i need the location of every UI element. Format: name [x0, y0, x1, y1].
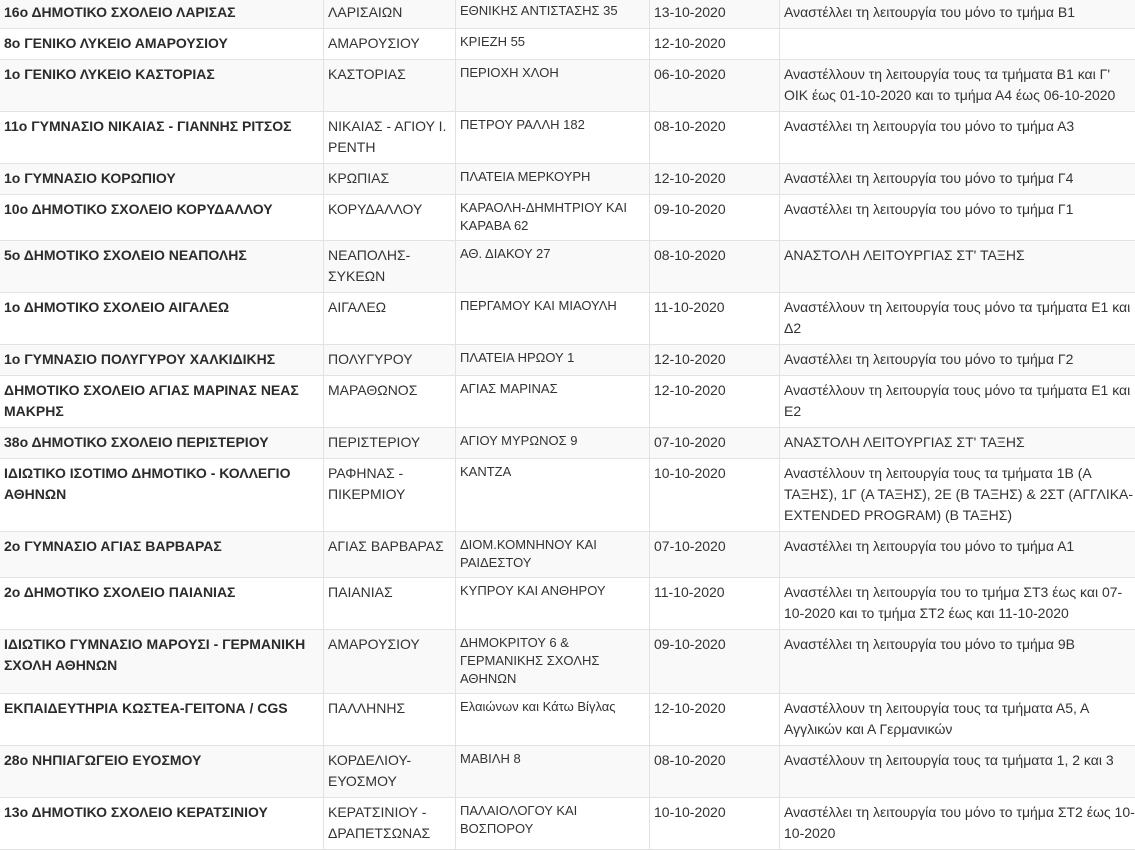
note-cell: Αναστέλλει τη λειτουργία του μόνο το τμήμα Α1	[780, 532, 1135, 578]
school-name-cell: 28ο ΝΗΠΙΑΓΩΓΕΙΟ ΕΥΟΣΜΟΥ	[0, 746, 324, 798]
date-cell: 12-10-2020	[650, 694, 780, 746]
school-name-cell: 1ο ΔΗΜΟΤΙΚΟ ΣΧΟΛΕΙΟ ΑΙΓΑΛΕΩ	[0, 293, 324, 345]
municipality-cell: ΠΕΡΙΣΤΕΡΙΟΥ	[324, 428, 456, 459]
school-name-cell: 38ο ΔΗΜΟΤΙΚΟ ΣΧΟΛΕΙΟ ΠΕΡΙΣΤΕΡΙΟΥ	[0, 428, 324, 459]
address-cell: ΚΡΙΕΖΗ 55	[456, 29, 650, 60]
school-name-cell: ΙΔΙΩΤΙΚΟ ΙΣΟΤΙΜΟ ΔΗΜΟΤΙΚΟ - ΚΟΛΛΕΓΙΟ ΑΘΗΝΩΝ	[0, 459, 324, 532]
date-cell: 07-10-2020	[650, 532, 780, 578]
table-row	[0, 29, 1135, 60]
date-cell: 09-10-2020	[650, 195, 780, 241]
municipality-cell: ΚΑΣΤΟΡΙΑΣ	[324, 60, 456, 112]
table-row	[0, 112, 1135, 164]
municipality-cell: ΠΑΙΑΝΙΑΣ	[324, 578, 456, 630]
note-cell: Αναστέλλουν τη λειτουργία τους τα τμήματα 1, 2 και 3	[780, 746, 1135, 798]
table-row	[0, 798, 1135, 850]
table-row	[0, 746, 1135, 798]
municipality-cell: ΚΡΩΠΙΑΣ	[324, 164, 456, 195]
note-cell: Αναστέλλει τη λειτουργία του μόνο το τμήμα ΣΤ2 έως 10-10-2020	[780, 798, 1135, 850]
address-cell: ΔΗΜΟΚΡΙΤΟΥ 6 & ΓΕΡΜΑΝΙΚΗΣ ΣΧΟΛΗΣ ΑΘΗΝΩΝ	[456, 630, 650, 694]
address-cell: ΑΓΙΑΣ ΜΑΡΙΝΑΣ	[456, 376, 650, 428]
date-cell: 09-10-2020	[650, 630, 780, 694]
school-name-cell: 1ο ΓΥΜΝΑΣΙΟ ΚΟΡΩΠΙΟΥ	[0, 164, 324, 195]
table-row	[0, 241, 1135, 293]
note-cell: Αναστέλλουν τη λειτουργία τους τα τμήματα Α5, Α Αγγλικών και Α Γερμανικών	[780, 694, 1135, 746]
table-row	[0, 428, 1135, 459]
date-cell: 08-10-2020	[650, 112, 780, 164]
note-cell: Αναστέλλει τη λειτουργία του το τμήμα ΣΤ3 έως και 07-10-2020 και το τμήμα ΣΤ2 έως και 11-10-2020	[780, 578, 1135, 630]
address-cell: ΚΑΡΑΟΛΗ-ΔΗΜΗΤΡΙΟΥ ΚΑΙ ΚΑΡΑΒΑ 62	[456, 195, 650, 241]
note-cell: Αναστέλλουν τη λειτουργία τους τα τμήματα Β1 και Γ' ΟΙΚ έως 01-10-2020 και το τμήμα Α4 έως 06-10-2020	[780, 60, 1135, 112]
municipality-cell: ΠΟΛΥΓΥΡΟΥ	[324, 345, 456, 376]
note-cell: Αναστέλλουν τη λειτουργία τους μόνο τα τμήματα Ε1 και Ε2	[780, 376, 1135, 428]
school-name-cell: 1ο ΓΕΝΙΚΟ ΛΥΚΕΙΟ ΚΑΣΤΟΡΙΑΣ	[0, 60, 324, 112]
school-name-cell: ΔΗΜΟΤΙΚΟ ΣΧΟΛΕΙΟ ΑΓΙΑΣ ΜΑΡΙΝΑΣ ΝΕΑΣ ΜΑΚΡΗΣ	[0, 376, 324, 428]
date-cell: 12-10-2020	[650, 164, 780, 195]
municipality-cell: ΝΕΑΠΟΛΗΣ-ΣΥΚΕΩΝ	[324, 241, 456, 293]
school-name-cell: 1ο ΓΥΜΝΑΣΙΟ ΠΟΛΥΓΥΡΟΥ ΧΑΛΚΙΔΙΚΗΣ	[0, 345, 324, 376]
table-row	[0, 195, 1135, 241]
municipality-cell: ΑΜΑΡΟΥΣΙΟΥ	[324, 29, 456, 60]
note-cell: ΑΝΑΣΤΟΛΗ ΛΕΙΤΟΥΡΓΙΑΣ ΣΤ' ΤΑΞΗΣ	[780, 241, 1135, 293]
address-cell: ΕΘΝΙΚΗΣ ΑΝΤΙΣΤΑΣΗΣ 35	[456, 0, 650, 29]
school-name-cell: 2ο ΔΗΜΟΤΙΚΟ ΣΧΟΛΕΙΟ ΠΑΙΑΝΙΑΣ	[0, 578, 324, 630]
municipality-cell: ΝΙΚΑΙΑΣ - ΑΓΙΟΥ Ι. ΡΕΝΤΗ	[324, 112, 456, 164]
municipality-cell: ΡΑΦΗΝΑΣ - ΠΙΚΕΡΜΙΟΥ	[324, 459, 456, 532]
address-cell: ΠΛΑΤΕΙΑ ΗΡΩΟΥ 1	[456, 345, 650, 376]
date-cell: 12-10-2020	[650, 376, 780, 428]
note-cell: Αναστέλλει τη λειτουργία του μόνο το τμήμα Γ4	[780, 164, 1135, 195]
address-cell: ΚΥΠΡΟΥ ΚΑΙ ΑΝΘΗΡΟΥ	[456, 578, 650, 630]
school-name-cell: ΙΔΙΩΤΙΚΟ ΓΥΜΝΑΣΙΟ ΜΑΡΟΥΣΙ - ΓΕΡΜΑΝΙΚΗ ΣΧΟΛΗ ΑΘΗΝΩΝ	[0, 630, 324, 694]
date-cell: 08-10-2020	[650, 746, 780, 798]
date-cell: 12-10-2020	[650, 29, 780, 60]
address-cell: Ελαιώνων και Κάτω Βίγλας	[456, 694, 650, 746]
municipality-cell: ΚΟΡΥΔΑΛΛΟΥ	[324, 195, 456, 241]
date-cell: 11-10-2020	[650, 578, 780, 630]
note-cell: Αναστέλλει τη λειτουργία του μόνο το τμήμα Γ2	[780, 345, 1135, 376]
address-cell: ΠΕΤΡΟΥ ΡΑΛΛΗ 182	[456, 112, 650, 164]
table-row	[0, 694, 1135, 746]
date-cell: 07-10-2020	[650, 428, 780, 459]
date-cell: 11-10-2020	[650, 293, 780, 345]
table-row	[0, 293, 1135, 345]
table-row	[0, 60, 1135, 112]
municipality-cell: ΑΙΓΑΛΕΩ	[324, 293, 456, 345]
note-cell	[780, 29, 1135, 60]
address-cell: ΜΑΒΙΛΗ 8	[456, 746, 650, 798]
municipality-cell: ΠΑΛΛΗΝΗΣ	[324, 694, 456, 746]
table-row	[0, 376, 1135, 428]
date-cell: 06-10-2020	[650, 60, 780, 112]
table-row	[0, 630, 1135, 694]
table-row	[0, 578, 1135, 630]
municipality-cell: ΑΜΑΡΟΥΣΙΟΥ	[324, 630, 456, 694]
municipality-cell: ΛΑΡΙΣΑΙΩΝ	[324, 0, 456, 29]
date-cell: 13-10-2020	[650, 0, 780, 29]
note-cell: Αναστέλλει τη λειτουργία του μόνο το τμήμα Β1	[780, 0, 1135, 29]
address-cell: ΠΕΡΙΟΧΗ ΧΛΟΗ	[456, 60, 650, 112]
address-cell: ΑΓΙΟΥ ΜΥΡΩΝΟΣ 9	[456, 428, 650, 459]
school-name-cell: 10ο ΔΗΜΟΤΙΚΟ ΣΧΟΛΕΙΟ ΚΟΡΥΔΑΛΛΟΥ	[0, 195, 324, 241]
school-name-cell: 5ο ΔΗΜΟΤΙΚΟ ΣΧΟΛΕΙΟ ΝΕΑΠΟΛΗΣ	[0, 241, 324, 293]
date-cell: 10-10-2020	[650, 459, 780, 532]
municipality-cell: ΑΓΙΑΣ ΒΑΡΒΑΡΑΣ	[324, 532, 456, 578]
municipality-cell: ΚΕΡΑΤΣΙΝΙΟΥ - ΔΡΑΠΕΤΣΩΝΑΣ	[324, 798, 456, 850]
date-cell: 12-10-2020	[650, 345, 780, 376]
school-name-cell: 16ο ΔΗΜΟΤΙΚΟ ΣΧΟΛΕΙΟ ΛΑΡΙΣΑΣ	[0, 0, 324, 29]
municipality-cell: ΜΑΡΑΘΩΝΟΣ	[324, 376, 456, 428]
table-row	[0, 164, 1135, 195]
date-cell: 08-10-2020	[650, 241, 780, 293]
note-cell: ΑΝΑΣΤΟΛΗ ΛΕΙΤΟΥΡΓΙΑΣ ΣΤ' ΤΑΞΗΣ	[780, 428, 1135, 459]
school-name-cell: 11ο ΓΥΜΝΑΣΙΟ ΝΙΚΑΙΑΣ - ΓΙΑΝΝΗΣ ΡΙΤΣΟΣ	[0, 112, 324, 164]
note-cell: Αναστέλλουν τη λειτουργία τους τα τμήματα 1Β (Α ΤΑΞΗΣ), 1Γ (Α ΤΑΞΗΣ), 2Ε (Β ΤΑΞΗΣ) & 2ΣΤ (ΑΓΓΛΙΚΑ- EXTENDED PROGRAM) (Β ΤΑΞΗΣ)	[780, 459, 1135, 532]
address-cell: ΠΑΛΑΙΟΛΟΓΟΥ ΚΑΙ ΒΟΣΠΟΡΟΥ	[456, 798, 650, 850]
table-row	[0, 0, 1135, 29]
school-name-cell: 2ο ΓΥΜΝΑΣΙΟ ΑΓΙΑΣ ΒΑΡΒΑΡΑΣ	[0, 532, 324, 578]
address-cell: ΚΑΝΤΖΑ	[456, 459, 650, 532]
school-name-cell: ΕΚΠΑΙΔΕΥΤΗΡΙΑ ΚΩΣΤΕΑ-ΓΕΙΤΟΝΑ / CGS	[0, 694, 324, 746]
address-cell: ΠΕΡΓΑΜΟΥ ΚΑΙ ΜΙΑΟΥΛΗ	[456, 293, 650, 345]
table-row	[0, 459, 1135, 532]
municipality-cell: ΚΟΡΔΕΛΙΟΥ-ΕΥΟΣΜΟΥ	[324, 746, 456, 798]
note-cell: Αναστέλλει τη λειτουργία του μόνο το τμήμα Γ1	[780, 195, 1135, 241]
address-cell: ΔΙΟΜ.ΚΟΜΝΗΝΟΥ ΚΑΙ ΡΑΙΔΕΣΤΟΥ	[456, 532, 650, 578]
school-name-cell: 13ο ΔΗΜΟΤΙΚΟ ΣΧΟΛΕΙΟ ΚΕΡΑΤΣΙΝΙΟΥ	[0, 798, 324, 850]
note-cell: Αναστέλλει τη λειτουργία του μόνο το τμήμα 9Β	[780, 630, 1135, 694]
address-cell: ΠΛΑΤΕΙΑ ΜΕΡΚΟΥΡΗ	[456, 164, 650, 195]
date-cell: 10-10-2020	[650, 798, 780, 850]
address-cell: ΑΘ. ΔΙΑΚΟΥ 27	[456, 241, 650, 293]
note-cell: Αναστέλλει τη λειτουργία του μόνο το τμήμα Α3	[780, 112, 1135, 164]
school-name-cell: 8ο ΓΕΝΙΚΟ ΛΥΚΕΙΟ ΑΜΑΡΟΥΣΙΟΥ	[0, 29, 324, 60]
note-cell: Αναστέλλουν τη λειτουργία τους μόνο τα τμήματα Ε1 και Δ2	[780, 293, 1135, 345]
table-row	[0, 532, 1135, 578]
table-row	[0, 345, 1135, 376]
